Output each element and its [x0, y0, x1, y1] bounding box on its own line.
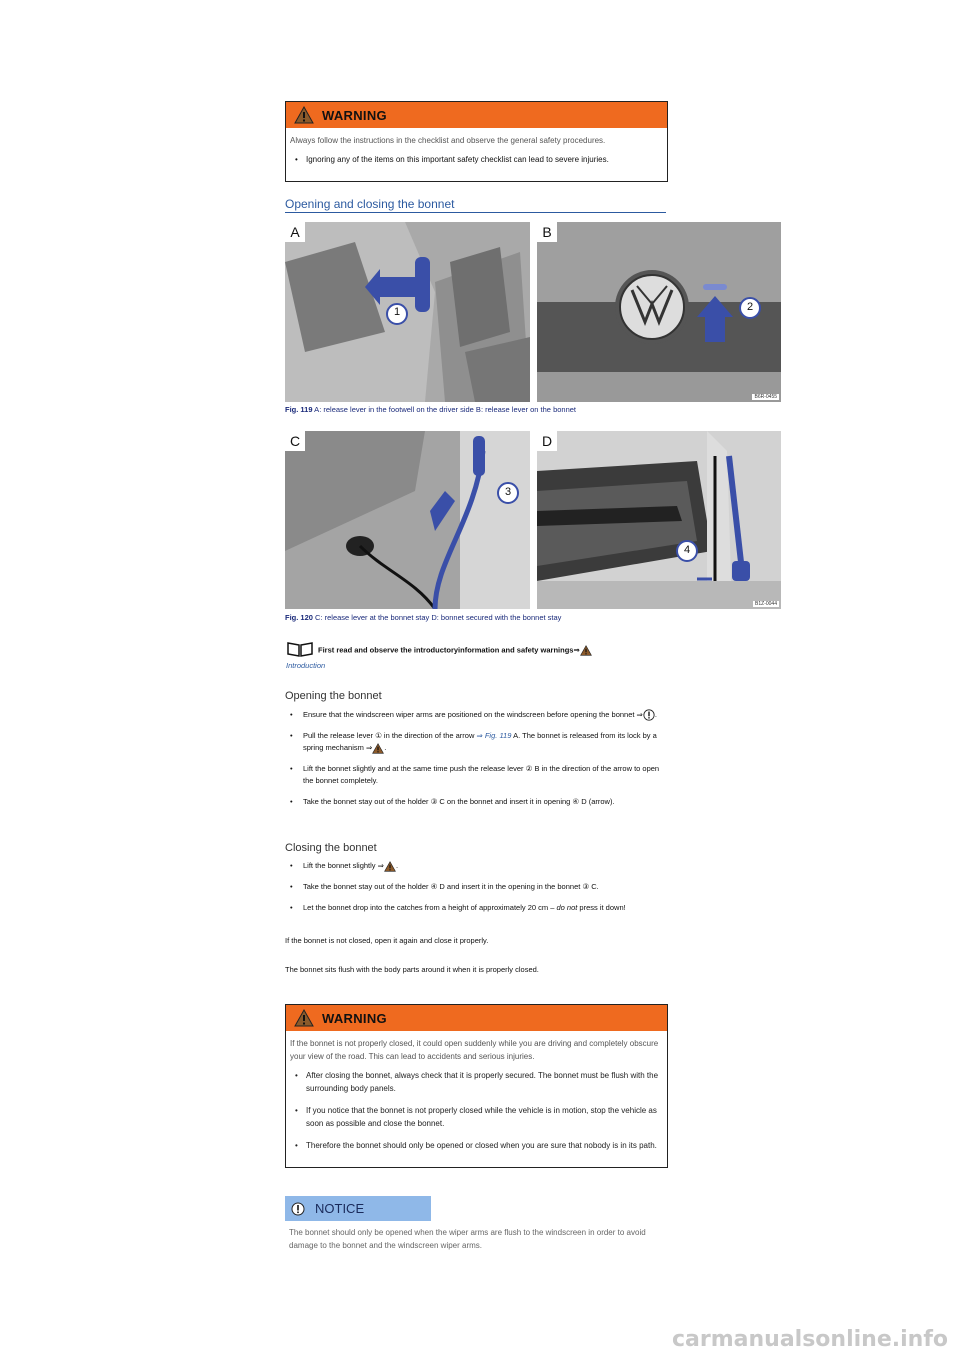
intro-arrow: ⇒ — [573, 645, 580, 655]
introduction-link[interactable]: Introduction — [286, 661, 326, 670]
panel-letter: C — [285, 431, 305, 451]
warning-item: • If you notice that the bonnet is not properly closed while the vehicle is in motion, stop the vehicle as soon as possible and close the bonnet. — [290, 1104, 663, 1130]
notice-header — [285, 1196, 431, 1221]
warning-text: If the bonnet is not properly closed, it could open suddenly while you are driving and completely obscure your view of the road. This can lead to accidents and serious injuries. — [290, 1039, 659, 1061]
step-text: Let the bonnet drop into the catches from a height of approximately 20 cm – — [303, 903, 557, 912]
warning-item: • Therefore the bonnet should only be opened or closed when you are sure that nobody is in its path. — [290, 1139, 663, 1152]
warning-item: • After closing the bonnet, always check that it is properly secured. The bonnet must be flush with the surrounding body panels. — [290, 1069, 663, 1095]
warning-title: WARNING — [322, 107, 387, 123]
panel-letter: A — [285, 222, 305, 242]
book-icon — [286, 640, 314, 658]
warning-triangle-icon — [294, 106, 314, 124]
opening-step-2: • Pull the release lever ① in the direction of the arrow ⇒ Fig. 119 A. The bonnet is released from its lock by a spring mechanism ⇒ . — [285, 730, 670, 754]
warning-title: WARNING — [322, 1010, 387, 1026]
warning-box-safety — [285, 101, 668, 182]
warning-header — [286, 1005, 667, 1031]
figure-120-panel-d — [537, 431, 781, 609]
warning-item: • Ignoring any of the items on this important safety checklist can lead to severe injuries. — [290, 153, 663, 166]
intro-text: First read and observe the introductoryinformation and safety warnings — [318, 645, 574, 655]
callout-1: 1 — [393, 306, 401, 318]
caption-label: Fig. 119 — [285, 405, 313, 414]
paragraph-flush: The bonnet sits flush with the body parts around it when it is properly closed. — [285, 965, 539, 974]
closing-step-1: • Lift the bonnet slightly ⇒ . — [285, 860, 670, 872]
figure-119-caption — [285, 405, 576, 414]
intro-line — [318, 645, 592, 656]
closing-step-2: • Take the bonnet stay out of the holder ④ D and insert it in the opening in the bonnet ③ C. — [285, 881, 670, 893]
panel-letter: B — [537, 222, 557, 242]
caption-label: Fig. 120 — [285, 613, 313, 622]
closing-heading: Closing the bonnet — [285, 842, 377, 854]
warning-triangle-icon — [372, 743, 387, 754]
callout-3: 3 — [504, 486, 512, 498]
warning-triangle-icon — [294, 1009, 314, 1027]
step-text: Lift the bonnet slightly — [303, 861, 378, 870]
opening-step-1: • Ensure that the windscreen wiper arms are positioned on the windscreen before opening the bonnet ⇒ . — [285, 709, 670, 721]
figure-119-panel-a — [285, 222, 530, 402]
step-text-middle: A. The bonnet is released from its lock by a spring mechanism — [303, 731, 657, 753]
warning-box-bonnet — [285, 1004, 668, 1168]
step-text-end: press it down! — [577, 903, 626, 912]
caption-text: A: release lever in the footwell on the driver side B: release lever on the bonnet — [312, 405, 577, 414]
warning-triangle-icon — [384, 861, 399, 872]
opening-step-3: • Lift the bonnet slightly and at the same time push the release lever ② B in the direction of the arrow to open the bonnet completely. — [285, 763, 670, 787]
panel-letter: D — [537, 431, 557, 451]
step-text-end: . — [384, 743, 387, 753]
closing-steps — [285, 860, 670, 923]
figure-code: B6R-0455 — [754, 394, 777, 400]
warning-triangle-icon — [580, 645, 592, 656]
callout-2: 2 — [746, 301, 754, 313]
bonnet-stay-holder-illustration — [285, 431, 530, 609]
opening-heading: Opening the bonnet — [285, 690, 382, 702]
notice-title: NOTICE — [315, 1201, 365, 1216]
opening-step-4: • Take the bonnet stay out of the holder ③ C on the bonnet and insert it in opening ④ D (arrow). — [285, 796, 670, 808]
warning-header — [286, 102, 667, 128]
callout-4: 4 — [683, 544, 691, 556]
notice-icon — [291, 1202, 305, 1216]
notice-icon — [643, 709, 655, 721]
watermark: carmanualsonline.info — [672, 1327, 948, 1352]
closing-step-3 — [285, 902, 670, 914]
footwell-illustration — [285, 222, 530, 402]
notice-text: The bonnet should only be opened when the wiper arms are flush to the windscreen in order to avoid damage to the bonnet and the windscreen wiper arms. — [289, 1228, 646, 1250]
figure-reference-link[interactable]: ⇒ Fig. 119 — [476, 731, 512, 741]
step-text-end: . — [395, 861, 399, 870]
figure-120-caption — [285, 613, 561, 622]
paragraph-not-closed: If the bonnet is not closed, open it again and close it properly. — [285, 936, 489, 945]
section-title: Opening and closing the bonnet — [285, 197, 666, 213]
figure-120-panel-c — [285, 431, 530, 609]
figure-119-panel-b — [537, 222, 781, 402]
emphasis-text: do not — [556, 903, 578, 912]
engine-bay-illustration — [537, 431, 781, 609]
figure-code: B1Z-0044 — [755, 601, 777, 607]
caption-text: C: release lever at the bonnet stay D: bonnet secured with the bonnet stay — [312, 613, 562, 622]
opening-steps — [285, 709, 670, 817]
warning-text: Always follow the instructions in the checklist and observe the general safety procedures. — [290, 136, 606, 145]
step-text-end: . — [654, 710, 657, 719]
step-text: Ensure that the windscreen wiper arms are positioned on the windscreen before opening the bonnet — [303, 710, 637, 719]
step-text: Pull the release lever ① in the direction of the arrow — [303, 731, 477, 741]
